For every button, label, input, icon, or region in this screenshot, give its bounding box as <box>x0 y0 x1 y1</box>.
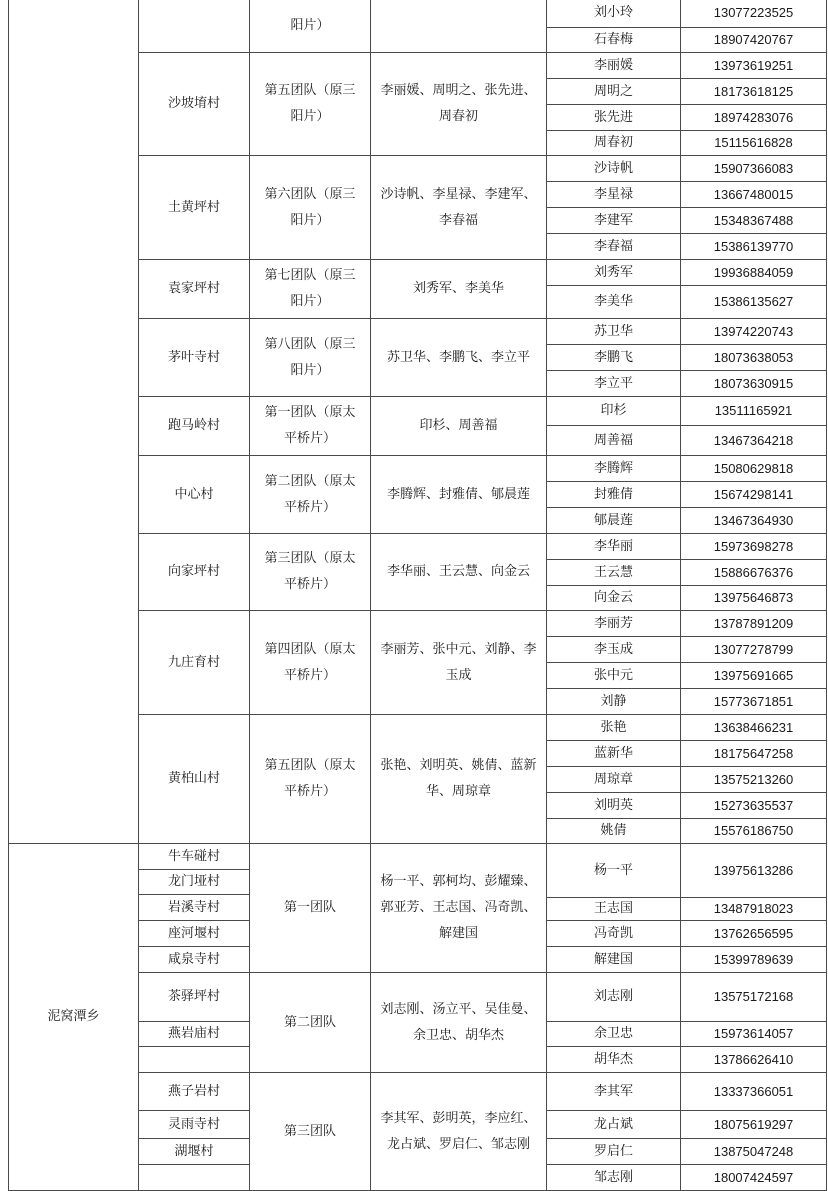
contact-phone <box>680 155 827 182</box>
contact-phone <box>680 740 827 767</box>
village-niuchepeng <box>138 843 250 870</box>
contact-name <box>546 920 681 947</box>
contact-phone-text: 13667480015 <box>713 186 794 202</box>
village-longmenya-text: 龙门垭村 <box>167 874 220 889</box>
contact-phone <box>680 792 827 819</box>
contact-name <box>546 285 681 319</box>
contact-name-text: 余卫忠 <box>593 1026 633 1041</box>
village-zuoheyan-text: 座河堰村 <box>167 925 220 941</box>
contact-name-text: 李春福 <box>593 238 633 254</box>
contact-phone-text: 13487918023 <box>713 901 794 916</box>
township-cell <box>8 0 139 844</box>
member-list-cell-text: 苏卫华、李鹏飞、李立平 <box>386 349 530 365</box>
contact-phone <box>680 52 827 79</box>
village-jiuzhuangyu-text: 九庄育村 <box>167 654 220 670</box>
contact-name <box>546 155 681 182</box>
contact-phone-text: 13762656595 <box>713 925 794 941</box>
contact-phone <box>680 972 827 1022</box>
contact-phone <box>680 946 827 973</box>
contact-name-text: 李华丽 <box>593 538 633 554</box>
village-zhongxin-text: 中心村 <box>174 486 214 502</box>
contact-phone-text: 13467364218 <box>713 432 794 448</box>
contact-name <box>546 507 681 534</box>
team-cell <box>249 318 371 397</box>
village-xiangjiaping-text: 向家坪村 <box>167 564 220 579</box>
member-list-cell <box>370 455 547 534</box>
contact-name-text: 邹志刚 <box>593 1169 633 1185</box>
contact-phone-text: 13467364930 <box>713 512 794 528</box>
contact-name-text: 周琼章 <box>593 771 633 787</box>
contact-name-text: 罗启仁 <box>593 1143 633 1159</box>
contact-name <box>546 0 681 28</box>
contact-phone-text: 15886676376 <box>713 564 794 580</box>
village-paomaling-text: 跑马岭村 <box>167 418 220 433</box>
contact-phone <box>680 78 827 105</box>
village-maoyesi-text: 茅叶寺村 <box>167 349 220 365</box>
contact-phone-text: 13337366051 <box>713 1083 794 1099</box>
contact-name <box>546 52 681 79</box>
contact-name-text: 刘秀军 <box>593 264 633 280</box>
contact-phone-text: 13787891209 <box>713 615 794 631</box>
contact-phone-text: 18974283076 <box>713 109 794 125</box>
village-zuoheyan <box>138 920 250 947</box>
contact-phone-text: 15386135627 <box>713 294 794 309</box>
contact-name-text: 张中元 <box>593 667 633 683</box>
team-cell-text: 第三团队 <box>283 1123 336 1139</box>
contact-name-text: 李其军 <box>593 1083 633 1099</box>
contact-name-text: 周善福 <box>593 432 633 448</box>
member-list-cell-text: 刘秀军、李美华 <box>412 281 504 296</box>
contact-phone-text: 19936884059 <box>713 264 794 280</box>
contact-name-text: 刘小玲 <box>593 5 633 20</box>
village-yanxisi <box>138 894 250 921</box>
member-list-cell <box>370 533 547 611</box>
contact-phone <box>680 1164 827 1191</box>
contact-phone <box>680 104 827 131</box>
village-shapotang <box>138 52 250 156</box>
contact-phone-text: 13975691665 <box>713 667 794 683</box>
contact-name <box>546 897 681 921</box>
contact-phone <box>680 714 827 741</box>
contact-phone-text: 13786626410 <box>713 1051 794 1067</box>
contact-phone <box>680 318 827 345</box>
contact-phone <box>680 662 827 689</box>
contact-name-text: 沙诗帆 <box>593 160 633 176</box>
contact-name-text: 胡华杰 <box>593 1051 633 1067</box>
member-list-cell-text: 杨一平、郭柯均、彭耀臻、郭亚芳、王志国、冯奇凯、解建国 <box>380 874 537 941</box>
team-cell-text: 第一团队 <box>283 900 336 915</box>
contact-phone-text: 13974220743 <box>713 323 794 339</box>
village-tuhuangping-text: 土黄坪村 <box>167 199 220 215</box>
contact-phone-text: 15674298141 <box>713 486 794 502</box>
contact-name-text: 苏卫华 <box>593 323 633 339</box>
village-xianquansi <box>138 946 250 973</box>
village-jiuzhuangyu <box>138 610 250 715</box>
village-yanziyan <box>138 1072 250 1111</box>
contact-name <box>546 1072 681 1111</box>
contact-name-text: 刘志刚 <box>593 989 633 1004</box>
village-yanyanmiao <box>138 1021 250 1047</box>
team-cell <box>249 610 371 715</box>
contact-phone-text: 15348367488 <box>713 212 794 228</box>
contact-name-text: 张先进 <box>593 109 633 125</box>
contact-name-text: 姚倩 <box>600 823 627 838</box>
member-list-cell <box>370 714 547 844</box>
contact-name <box>546 766 681 793</box>
team-cell-text: 阳片） <box>290 17 330 33</box>
member-list-cell <box>370 0 547 53</box>
contact-phone-text: 13511165921 <box>714 403 793 418</box>
contact-name-text: 蓝新华 <box>593 745 633 761</box>
contact-name <box>546 585 681 611</box>
contact-phone-text: 15773671851 <box>713 693 794 709</box>
contact-name <box>546 1138 681 1165</box>
contact-name <box>546 1046 681 1073</box>
contact-name <box>546 610 681 637</box>
contact-name <box>546 104 681 131</box>
contact-name <box>546 78 681 105</box>
contact-name <box>546 481 681 508</box>
team-cell <box>249 972 371 1073</box>
contact-phone <box>680 455 827 482</box>
member-list-cell-text: 李其军、彭明英，李应红、龙占斌、罗启仁、邹志刚 <box>380 1110 537 1152</box>
contact-name-text: 刘静 <box>600 693 627 709</box>
contact-name <box>546 818 681 844</box>
contact-phone <box>680 1110 827 1139</box>
contact-phone-text: 13077223525 <box>713 5 794 20</box>
contact-phone <box>680 585 827 611</box>
contact-name <box>546 946 681 973</box>
member-list-cell <box>370 396 547 456</box>
contact-name-text: 石春梅 <box>593 32 633 47</box>
contact-name-text: 杨一平 <box>593 862 633 878</box>
contact-phone <box>680 818 827 844</box>
contact-phone <box>680 1138 827 1165</box>
contact-phone <box>680 181 827 208</box>
contact-name-text: 龙占斌 <box>593 1116 633 1132</box>
contact-name <box>546 233 681 260</box>
team-cell <box>249 843 371 973</box>
contact-phone <box>680 233 827 260</box>
team-cell-text: 第八团队（原三阳片） <box>264 336 356 378</box>
contact-phone-text: 18907420767 <box>713 32 794 47</box>
contact-name-text: 李星禄 <box>593 186 633 202</box>
team-cell <box>249 259 371 319</box>
contact-phone <box>680 507 827 534</box>
contact-name-text: 李丽芳 <box>593 615 633 631</box>
contact-name <box>546 1110 681 1139</box>
team-cell <box>249 396 371 456</box>
contact-phone-text: 15576186750 <box>713 823 794 838</box>
contact-name-text: 李美华 <box>593 294 633 309</box>
contact-phone-text: 15273635537 <box>713 797 794 813</box>
contact-name <box>546 688 681 715</box>
contact-phone-text: 15115616828 <box>714 135 793 150</box>
contact-name <box>546 318 681 345</box>
village-huyan-text: 湖堰村 <box>174 1143 214 1159</box>
village-cell <box>138 1164 250 1191</box>
contact-phone-text: 15386139770 <box>713 238 794 254</box>
village-niuchepeng-text: 牛车碰村 <box>167 848 220 864</box>
village-chayiping-text: 茶驿坪村 <box>167 989 220 1004</box>
contact-name-text: 向金云 <box>593 590 633 605</box>
team-cell <box>249 1072 371 1191</box>
contact-name <box>546 636 681 663</box>
team-cell <box>249 155 371 260</box>
contact-name-text: 李玉成 <box>593 641 633 657</box>
contact-phone <box>680 396 827 426</box>
contact-phone <box>680 425 827 456</box>
member-list-cell-text: 李丽芳、张中元、刘静、李玉成 <box>380 641 537 683</box>
contact-phone-text: 15907366083 <box>713 160 794 176</box>
contact-phone-text: 13575213260 <box>713 771 794 787</box>
team-cell-text: 第二团队（原太平桥片） <box>264 473 356 515</box>
contact-name-text: 刘明英 <box>593 797 633 813</box>
contact-name <box>546 181 681 208</box>
contact-phone <box>680 1046 827 1073</box>
contact-phone-text: 13975646873 <box>713 590 794 605</box>
contact-name <box>546 740 681 767</box>
member-list-cell <box>370 52 547 156</box>
contact-phone <box>680 636 827 663</box>
contact-name-text: 李建军 <box>593 212 633 228</box>
contact-phone-text: 13638466231 <box>713 719 794 735</box>
contact-name <box>546 559 681 586</box>
contact-name-text: 张艳 <box>600 719 627 735</box>
contact-phone <box>680 766 827 793</box>
village-huangbaishan-text: 黄柏山村 <box>167 771 220 786</box>
team-cell-text: 第七团队（原三阳片） <box>264 268 356 309</box>
team-cell-text: 第三团队（原太平桥片） <box>264 551 356 592</box>
village-lingyusi-text: 灵雨寺村 <box>167 1116 220 1132</box>
village-tuhuangping <box>138 155 250 260</box>
contact-name <box>546 1021 681 1047</box>
contact-name-text: 周春初 <box>593 135 633 150</box>
contact-phone-text: 15973614057 <box>713 1026 794 1041</box>
contact-phone-text: 15399789639 <box>713 951 794 967</box>
contact-name <box>546 843 681 898</box>
contact-phone-text: 13975613286 <box>713 862 794 878</box>
village-longmenya <box>138 869 250 895</box>
contact-name <box>546 207 681 234</box>
contact-name <box>546 370 681 397</box>
village-yuanjiaping <box>138 259 250 319</box>
village-cell-r0 <box>138 0 250 53</box>
member-list-cell-text: 张艳、刘明英、姚倩、蓝新华、周琼章 <box>380 758 537 799</box>
contact-phone-text: 18173618125 <box>713 83 794 99</box>
contact-phone-text: 15080629818 <box>713 460 794 476</box>
township-cell-text: 泥窝潭乡 <box>47 1009 100 1024</box>
contact-phone-text: 18175647258 <box>713 745 794 761</box>
village-yanyanmiao-text: 燕岩庙村 <box>167 1026 220 1041</box>
contact-phone <box>680 344 827 371</box>
village-yanziyan-text: 燕子岩村 <box>167 1083 220 1099</box>
member-list-cell <box>370 259 547 319</box>
village-huangbaishan <box>138 714 250 844</box>
contact-name-text: 王云慧 <box>593 564 633 580</box>
contact-name <box>546 662 681 689</box>
contact-name-text: 周明之 <box>593 83 633 99</box>
contact-phone <box>680 481 827 508</box>
village-yuanjiaping-text: 袁家坪村 <box>167 281 220 296</box>
member-list-cell-text: 李丽媛、周明之、张先进、周春初 <box>380 83 537 124</box>
member-list-cell-text: 刘志刚、汤立平、吴佳曼、余卫忠、胡华杰 <box>380 1001 537 1043</box>
contact-name-text: 李鹏飞 <box>593 349 633 365</box>
contact-name <box>546 344 681 371</box>
contact-phone <box>680 688 827 715</box>
member-list-cell <box>370 610 547 715</box>
contact-name-text: 封雅倩 <box>593 486 633 502</box>
village-xiangjiaping <box>138 533 250 611</box>
contact-phone-text: 18073630915 <box>713 375 794 391</box>
contact-name-text: 王志国 <box>593 901 633 916</box>
village-lingyusi <box>138 1110 250 1139</box>
contact-phone <box>680 559 827 586</box>
contact-phone <box>680 610 827 637</box>
contact-name <box>546 27 681 53</box>
contact-phone <box>680 130 827 156</box>
contact-phone <box>680 533 827 560</box>
contact-phone-text: 18075619297 <box>713 1116 794 1132</box>
contact-phone <box>680 843 827 898</box>
contact-phone-text: 13973619251 <box>713 57 794 73</box>
team-cell-text: 第六团队（原三阳片） <box>264 186 356 228</box>
village-shapotang-text: 沙坡堉村 <box>167 96 220 111</box>
contact-phone-text: 13077278799 <box>713 641 794 657</box>
village-zhongxin <box>138 455 250 534</box>
contact-name <box>546 1164 681 1191</box>
contact-name <box>546 455 681 482</box>
member-list-cell-text: 印杉、周善福 <box>419 418 498 433</box>
team-cell <box>249 455 371 534</box>
team-cell <box>249 0 371 53</box>
contact-phone-text: 18073638053 <box>713 349 794 365</box>
team-cell <box>249 533 371 611</box>
contact-phone-text: 15973698278 <box>713 538 794 554</box>
contact-name-text: 李立平 <box>593 375 633 391</box>
member-list-cell-text: 李华丽、王云慧、向金云 <box>386 564 530 579</box>
village-huyan <box>138 1138 250 1165</box>
member-list-cell-text: 沙诗帆、李星禄、李建军、李春福 <box>380 186 537 228</box>
contact-phone <box>680 370 827 397</box>
contact-phone <box>680 207 827 234</box>
contact-phone-text: 13875047248 <box>713 1143 794 1159</box>
contact-phone <box>680 285 827 319</box>
contact-name <box>546 130 681 156</box>
member-list-cell <box>370 318 547 397</box>
team-cell <box>249 714 371 844</box>
contact-name-text: 印杉 <box>600 403 627 418</box>
village-xianquansi-text: 咸泉寺村 <box>167 951 220 967</box>
contact-name <box>546 714 681 741</box>
contact-name <box>546 425 681 456</box>
contact-name <box>546 972 681 1022</box>
contact-name-text: 冯奇凯 <box>593 925 633 941</box>
contact-name-text: 郇晨莲 <box>593 512 633 528</box>
township-cell <box>8 843 139 1191</box>
contact-phone <box>680 1021 827 1047</box>
contact-phone <box>680 897 827 921</box>
contact-phone <box>680 920 827 947</box>
team-cell-text: 第一团队（原太平桥片） <box>264 405 356 446</box>
contact-name-text: 解建国 <box>593 951 633 967</box>
village-chayiping <box>138 972 250 1022</box>
member-list-cell <box>370 155 547 260</box>
contact-phone <box>680 0 827 28</box>
contact-phone <box>680 259 827 286</box>
contact-phone-text: 13575172168 <box>713 989 794 1004</box>
team-cell-text: 第五团队（原三阳片） <box>264 83 356 124</box>
contact-phone-text: 18007424597 <box>713 1169 794 1185</box>
member-list-cell <box>370 972 547 1073</box>
village-yanxisi-text: 岩溪寺村 <box>167 899 220 915</box>
team-cell-text: 第四团队（原太平桥片） <box>264 641 356 683</box>
contact-name <box>546 792 681 819</box>
team-cell-text: 第五团队（原太平桥片） <box>264 758 356 799</box>
contact-phone <box>680 27 827 53</box>
contact-name-text: 李腾辉 <box>593 460 633 476</box>
contact-name-text: 李丽媛 <box>593 57 633 73</box>
team-cell-text: 第二团队 <box>283 1014 336 1030</box>
village-maoyesi <box>138 318 250 397</box>
village-cell-blank <box>138 1046 250 1073</box>
member-list-cell <box>370 1072 547 1191</box>
village-paomaling <box>138 396 250 456</box>
member-list-cell-text: 李腾辉、封雅倩、郇晨莲 <box>386 486 530 502</box>
contact-name <box>546 259 681 286</box>
team-cell <box>249 52 371 156</box>
contact-name <box>546 533 681 560</box>
contact-phone <box>680 1072 827 1111</box>
contact-name <box>546 396 681 426</box>
member-list-cell <box>370 843 547 973</box>
